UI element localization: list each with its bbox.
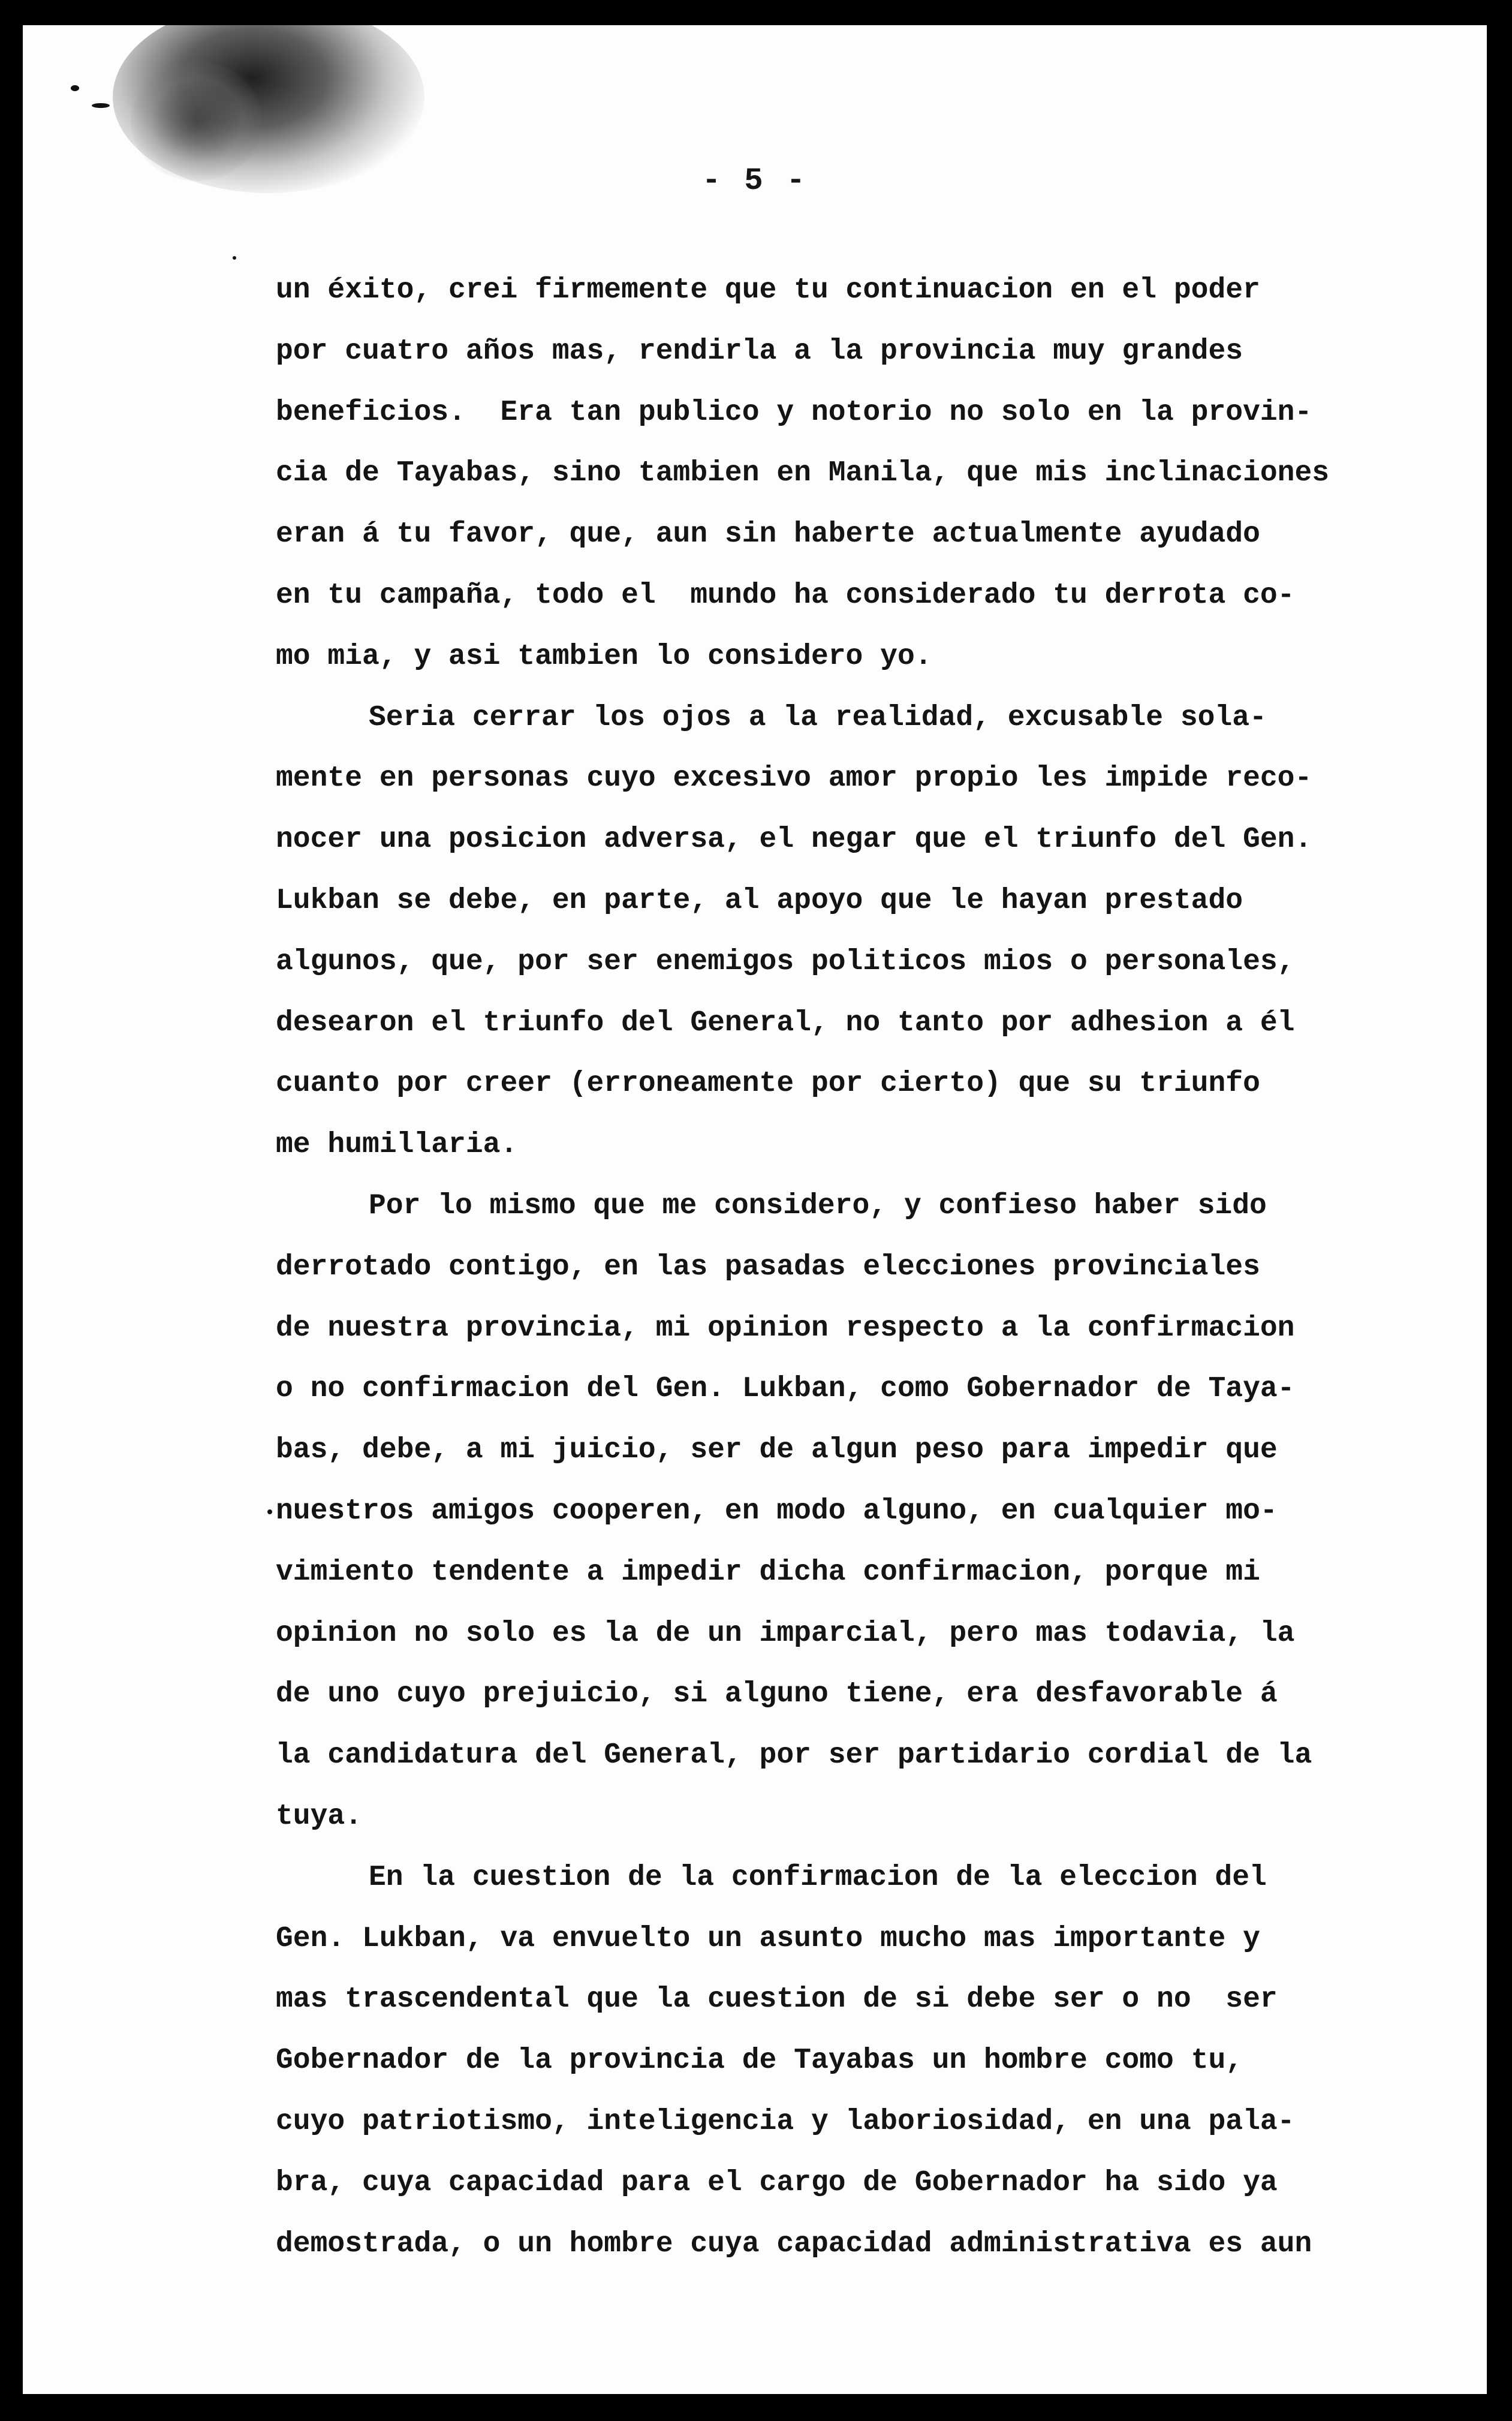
text-line: demostrada, o un hombre cuya capacidad administrativa es aun [276, 2227, 1312, 2260]
document-page [23, 25, 1487, 2394]
text-line: En la cuestion de la confirmacion de la eleccion del [369, 1861, 1267, 1894]
text-line: mente en personas cuyo excesivo amor propio les impide reco- [276, 762, 1312, 795]
page-number: - 5 - [701, 163, 808, 199]
text-line: mas trascendental que la cuestion de si debe ser o no ser [276, 1983, 1278, 2016]
text-line: Gobernador de la provincia de Tayabas un hombre como tu, [276, 2044, 1243, 2077]
text-line: por cuatro años mas, rendirla a la provincia muy grandes [276, 335, 1243, 368]
text-line: algunos, que, por ser enemigos politicos mios o personales, [276, 945, 1295, 978]
text-line: opinion no solo es la de un imparcial, pero mas todavia, la [276, 1617, 1295, 1650]
text-line: derrotado contigo, en las pasadas elecciones provinciales [276, 1250, 1260, 1283]
text-line: bra, cuya capacidad para el cargo de Gobernador ha sido ya [276, 2166, 1278, 2199]
text-line: cia de Tayabas, sino tambien en Manila, que mis inclinaciones [276, 457, 1330, 490]
text-line: un éxito, crei firmemente que tu continuacion en el poder [276, 274, 1260, 306]
text-line: la candidatura del General, por ser partidario cordial de la [276, 1739, 1312, 1772]
text-line: o no confirmacion del Gen. Lukban, como Gobernador de Taya- [276, 1373, 1295, 1406]
text-line: nuestros amigos cooperen, en modo alguno, en cualquier mo- [276, 1494, 1278, 1527]
text-line: bas, debe, a mi juicio, ser de algun peso para impedir que [276, 1434, 1278, 1467]
text-line: cuyo patriotismo, inteligencia y laboriosidad, en una pala- [276, 2105, 1295, 2138]
ink-speck [267, 1509, 272, 1514]
text-line: Seria cerrar los ojos a la realidad, excusable sola- [369, 701, 1267, 734]
ink-speck [92, 103, 110, 108]
text-line: de nuestra provincia, mi opinion respecto a la confirmacion [276, 1312, 1295, 1345]
ink-speck [233, 256, 236, 260]
text-line: cuanto por creer (erroneamente por cierto) que su triunfo [276, 1067, 1260, 1100]
text-line: beneficios. Era tan publico y notorio no solo en la provin- [276, 396, 1312, 429]
text-line: vimiento tendente a impedir dicha confirmacion, porque mi [276, 1556, 1260, 1589]
text-line: Gen. Lukban, va envuelto un asunto mucho mas importante y [276, 1922, 1260, 1955]
text-line: en tu campaña, todo el mundo ha considerado tu derrota co- [276, 579, 1295, 612]
text-line: tuya. [276, 1800, 363, 1833]
text-line: mo mia, y asi tambien lo considero yo. [276, 640, 932, 673]
letter-body [276, 260, 1415, 2275]
ink-speck [71, 85, 79, 91]
text-line: desearon el triunfo del General, no tanto por adhesion a él [276, 1006, 1295, 1039]
text-line: Por lo mismo que me considero, y confieso haber sido [369, 1189, 1267, 1222]
text-line: de uno cuyo prejuicio, si alguno tiene, era desfavorable á [276, 1678, 1278, 1711]
text-line: Lukban se debe, en parte, al apoyo que le hayan prestado [276, 884, 1243, 917]
text-line: nocer una posicion adversa, el negar que el triunfo del Gen. [276, 823, 1312, 856]
text-line: eran á tu favor, que, aun sin haberte actualmente ayudado [276, 518, 1260, 551]
text-line: me humillaria. [276, 1129, 518, 1162]
